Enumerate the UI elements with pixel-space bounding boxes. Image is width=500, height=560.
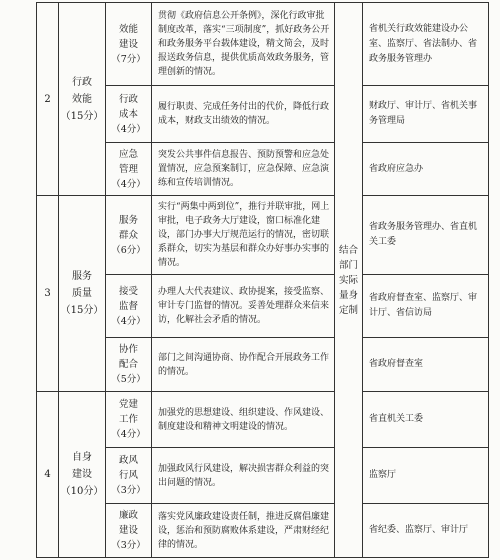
group-number: 3 — [37, 196, 59, 392]
subcategory-cell: 效能 建设 （7分） — [106, 3, 152, 86]
table-row — [37, 196, 489, 275]
subcategory-cell: 应急 管理 （4分） — [106, 143, 152, 196]
description-cell: 贯彻《政府信息公开条例》，深化行政审批制度改革，落实“三项制度”，抓好政务公开和政务服务平台载体建设，精文简会，及时报送政务信息，提供优质高效政务服务，管理创新的情况。 — [152, 3, 335, 86]
description-cell: 履行职责、完成任务付出的代价，降低行政成本，财政支出绩效的情况。 — [152, 86, 335, 143]
category-cell: 自身 建设 （10分） — [59, 392, 106, 558]
department-cell: 省政府督查室、监察厅、审计厅、省信访局 — [363, 275, 489, 338]
description-cell: 突发公共事件信息报告、预防预警和应急处置情况，应急预案制订，应急保障、应急演练和宣传培训情况。 — [152, 143, 335, 196]
department-cell: 省直机关工委 — [363, 392, 489, 448]
description-cell: 办理人大代表建议、政协提案，接受监察、审计专门监督的情况。妥善处理群众来信来访，化解社会矛盾的情况。 — [152, 275, 335, 338]
department-cell: 省政务服务管理办、省直机关工委 — [363, 196, 489, 275]
subcategory-cell: 政风 行风 （3分） — [106, 448, 152, 504]
evaluation-table — [36, 2, 489, 558]
table-row — [37, 3, 489, 86]
subcategory-cell: 行政 成本 （4分） — [106, 86, 152, 143]
department-cell: 省机关行政效能建设办公室、监察厅、省法制办、省政务服务管理办 — [363, 3, 489, 86]
description-cell: 部门之间沟通协商、协作配合开展政务工作的情况。 — [152, 338, 335, 392]
department-cell: 监察厅 — [363, 448, 489, 504]
table-row — [37, 392, 489, 448]
description-cell: 实行“两集中两到位”，推行并联审批，网上审批，电子政务大厅建设，窗口标准化建设，部门办事大厅规范运行的情况，密切联系群众，切实为基层和群众办好事办实事的情况。 — [152, 196, 335, 275]
category-cell: 服务 质量 （15分） — [59, 196, 106, 392]
subcategory-cell: 党建 工作 （4分） — [106, 392, 152, 448]
subcategory-cell: 接受 监督 （4分） — [106, 275, 152, 338]
subcategory-cell: 廉政 建设 （3分） — [106, 504, 152, 558]
category-cell: 行政 效能 （15分） — [59, 3, 106, 196]
department-cell: 省政府督查室 — [363, 338, 489, 392]
description-cell: 加强政风行风建设，解决损害群众利益的突出问题的情况。 — [152, 448, 335, 504]
department-cell: 省纪委、监察厅、审计厅 — [363, 504, 489, 558]
evaluation-method-cell: 结合 部门 实际 量身 定制 — [335, 3, 363, 558]
description-cell: 加强党的思想建设、组织建设、作风建设、制度建设和精神文明建设的情况。 — [152, 392, 335, 448]
subcategory-cell: 服务 群众 （6分） — [106, 196, 152, 275]
group-number: 4 — [37, 392, 59, 558]
department-cell: 省政府应急办 — [363, 143, 489, 196]
department-cell: 财政厅、审计厅、省机关事务管理局 — [363, 86, 489, 143]
subcategory-cell: 协作 配合 （5分） — [106, 338, 152, 392]
group-number: 2 — [37, 3, 59, 196]
description-cell: 落实党风廉政建设责任制，推进反腐倡廉建设，惩治和预防腐败体系建设，严肃财经纪律的情况。 — [152, 504, 335, 558]
